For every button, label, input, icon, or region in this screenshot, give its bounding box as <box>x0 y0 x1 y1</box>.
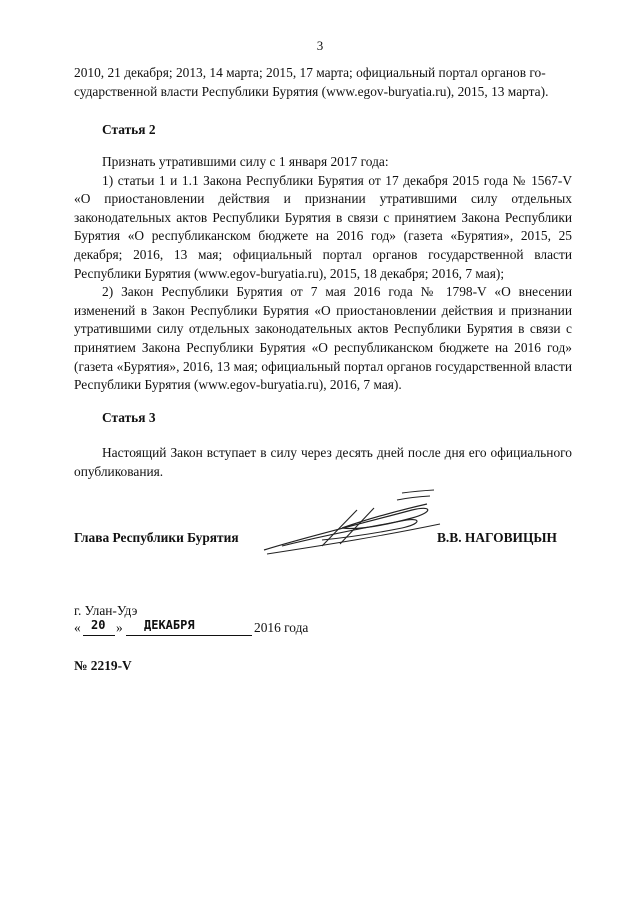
article-3-text: Настоящий Закон вступает в силу через десять дней после дня его официального опубликования. <box>74 445 572 479</box>
date-month: ДЕКАБРЯ <box>144 618 195 632</box>
article-2-body <box>74 153 572 395</box>
law-number: № 2219-V <box>74 658 132 673</box>
city: г. Улан-Удэ <box>74 603 138 618</box>
month-underline <box>126 635 252 636</box>
article-2-item-2: 2) Закон Республики Бурятия от 7 мая 2016 года № 1798-V «О внесении изменений в Закон Республики Бурятия «О приостановлении действия и признании утратившими силу отдельных законодательных актов Республики Бурятия в связи с принятием Закона Республики Бурятия «О республиканском бюджете на 2016 год» (газета «Бурятия», 2016, 13 мая; официальный портал органов государственной власти Республики Бурятия (www.egov-buryatia.ru), 2016, 7 мая). <box>74 284 572 393</box>
intro-line-1: 2010, 21 декабря; 2013, 14 марта; 2015, 17 марта; официальный портал органов го- <box>74 65 546 80</box>
date-open-quote: « <box>74 620 81 635</box>
intro-line-2: сударственной власти Республики Бурятия (www.egov-buryatia.ru), 2015, 13 марта). <box>74 83 549 99</box>
intro-continuation <box>74 64 572 101</box>
article-3-heading: Статья 3 <box>102 410 156 425</box>
article-2-lead: Признать утратившими силу с 1 января 2017 года: <box>102 154 389 169</box>
date-year: 2016 года <box>254 620 309 635</box>
signatory-title: Глава Республики Бурятия <box>74 530 239 545</box>
signatory-name: В.В. НАГОВИЦЫН <box>437 530 557 545</box>
article-2-heading: Статья 2 <box>102 122 156 137</box>
day-underline <box>83 635 115 636</box>
article-2-item-1: 1) статьи 1 и 1.1 Закона Республики Бурятия от 17 декабря 2015 года № 1567-V «О приостановлении действия и признании утратившими силу отдельных законодательных актов Республики Бурятия в связи с принятием Закона Республики Бурятия «О республиканском бюджете на 2016 год» (газета «Бурятия», 2015, 25 декабря; 2016, 13 мая; официальный портал органов государственной власти Республики Бурятия (www.egov-buryatia.ru), 2015, 18 декабря; 2016, 7 мая); <box>74 172 572 281</box>
handwritten-signature <box>262 488 442 558</box>
article-3-body <box>74 444 572 481</box>
page-number: 3 <box>316 38 324 53</box>
date-day: 20 <box>91 618 106 632</box>
signing-date <box>74 620 374 640</box>
date-close-quote: » <box>116 620 123 635</box>
